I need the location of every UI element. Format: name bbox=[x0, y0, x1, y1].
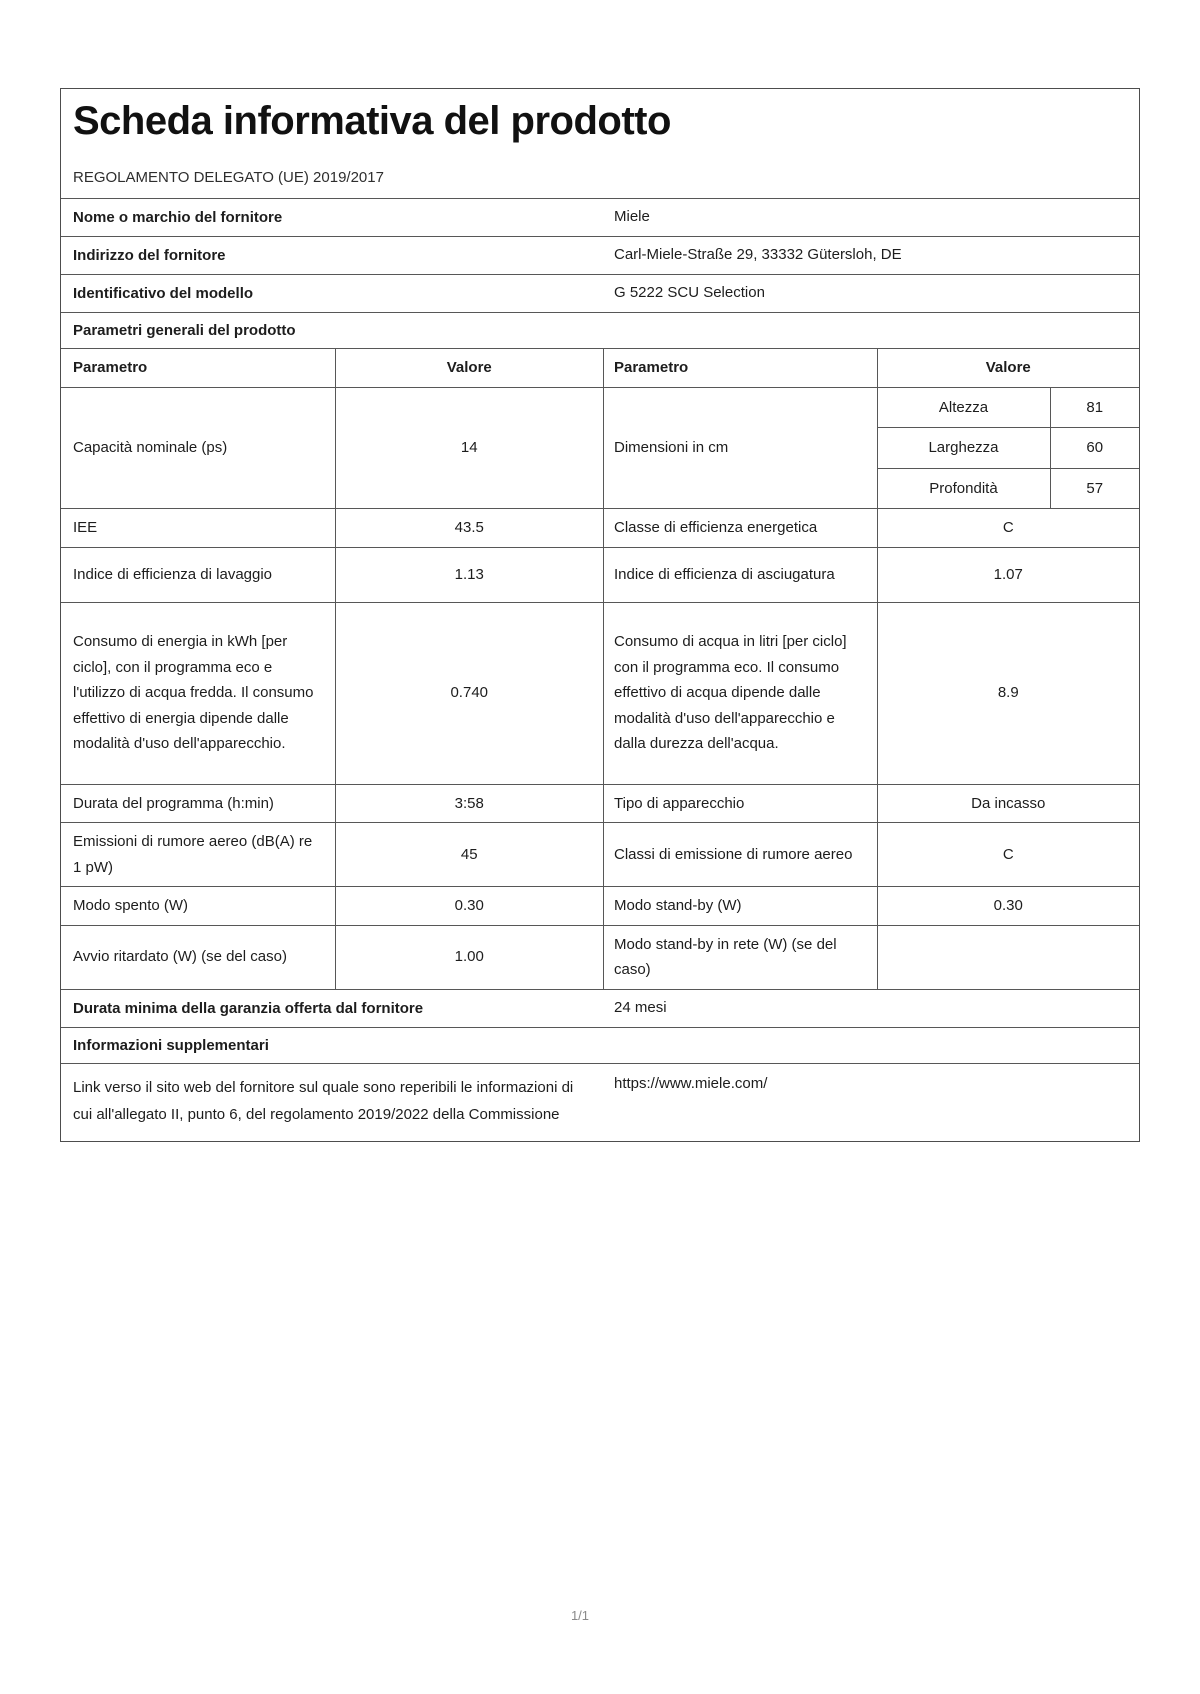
delayed-start-value: 1.00 bbox=[335, 926, 604, 989]
program-duration-value: 3:58 bbox=[335, 785, 604, 823]
drying-index-value: 1.07 bbox=[877, 548, 1140, 602]
noise-emission-value: 45 bbox=[335, 823, 604, 886]
warranty-value: 24 mesi bbox=[614, 998, 667, 1016]
supplier-website-row bbox=[61, 1063, 1139, 1142]
washing-index-label: Indice di efficienza di lavaggio bbox=[73, 565, 273, 583]
standby-mode-value: 0.30 bbox=[877, 887, 1140, 925]
header-value-right: Valore bbox=[877, 349, 1140, 387]
appliance-type-value: Da incasso bbox=[877, 785, 1140, 823]
appliance-type-label: Tipo di apparecchio bbox=[603, 785, 877, 823]
supplier-website-cell bbox=[604, 1064, 1139, 1100]
document-header bbox=[61, 89, 1139, 198]
table-row-power-modes bbox=[61, 886, 1139, 925]
supplier-address-value: Carl-Miele-Straße 29, 33332 Gütersloh, DE bbox=[614, 246, 902, 263]
table-row-delayed-start bbox=[61, 925, 1139, 989]
capacity-value: 14 bbox=[335, 388, 604, 509]
page-title: Scheda informativa del prodotto bbox=[73, 99, 671, 143]
program-duration-label: Durata del programma (h:min) bbox=[73, 794, 274, 812]
header-value-left: Valore bbox=[335, 349, 604, 387]
washing-index-value: 1.13 bbox=[335, 548, 604, 602]
delayed-start-label: Avvio ritardato (W) (se del caso) bbox=[73, 948, 287, 966]
general-parameters-section-title: Parametri generali del prodotto bbox=[61, 312, 1139, 348]
iee-label: IEE bbox=[73, 519, 98, 536]
off-mode-value: 0.30 bbox=[335, 887, 604, 925]
capacity-label: Capacità nominale (ps) bbox=[73, 439, 228, 456]
page-number: 1/1 bbox=[570, 1608, 590, 1623]
supplier-name-row bbox=[61, 198, 1139, 236]
dimension-row-depth bbox=[878, 468, 1139, 509]
depth-value: 57 bbox=[1050, 469, 1139, 509]
additional-info-section-title: Informazioni supplementari bbox=[61, 1027, 1139, 1063]
energy-class-label: Classe di efficienza energetica bbox=[603, 509, 877, 547]
supplier-website-label: Link verso il sito web del fornitore sul quale sono reperibili le informazioni di cui all'allegato II, punto 6, del regolamento 2019/2022 della Commissione bbox=[73, 1078, 574, 1124]
table-row-duration-type bbox=[61, 784, 1139, 823]
table-row-efficiency-indexes bbox=[61, 547, 1139, 602]
energy-consumption-value: 0.740 bbox=[335, 603, 604, 784]
supplier-website-link[interactable]: https://www.miele.com/ bbox=[614, 1074, 768, 1092]
off-mode-label: Modo spento (W) bbox=[73, 897, 189, 914]
networked-standby-label: Modo stand-by in rete (W) (se del caso) bbox=[603, 926, 877, 989]
regulation-reference: REGOLAMENTO DELEGATO (UE) 2019/2017 bbox=[73, 169, 384, 186]
water-consumption-value: 8.9 bbox=[877, 603, 1140, 784]
table-row-capacity-dimensions bbox=[61, 387, 1139, 509]
supplier-address-row bbox=[61, 236, 1139, 274]
dimensions-label: Dimensioni in cm bbox=[603, 388, 877, 509]
iee-value: 43.5 bbox=[335, 509, 604, 547]
model-identifier-label: Identificativo del modello bbox=[73, 285, 254, 302]
header-param-right: Parametro bbox=[603, 349, 877, 387]
supplier-name-value: Miele bbox=[614, 208, 650, 225]
dimensions-subtable bbox=[877, 388, 1139, 509]
energy-consumption-label: Consumo di energia in kWh [per ciclo], con il programma eco e l'utilizzo di acqua fredda. Il consumo effettivo di energia dipende dalle modalità d'uso dell'apparecchio. bbox=[73, 633, 314, 753]
header-param-left: Parametro bbox=[73, 359, 148, 376]
noise-class-value: C bbox=[877, 823, 1140, 886]
width-value: 60 bbox=[1050, 428, 1139, 468]
width-label: Larghezza bbox=[928, 439, 999, 456]
depth-label: Profondità bbox=[929, 479, 998, 497]
standby-mode-label: Modo stand-by (W) bbox=[603, 887, 877, 925]
warranty-row bbox=[61, 989, 1139, 1027]
water-consumption-label: Consumo di acqua in litri [per ciclo] con il programma eco. Il consumo effettivo di acqua dipende dalle modalità d'uso dell'apparecchio e dalla durezza dell'acqua. bbox=[603, 603, 877, 784]
noise-emission-label: Emissioni di rumore aereo (dB(A) re 1 pW) bbox=[73, 833, 313, 876]
dimension-row-height bbox=[878, 388, 1139, 428]
drying-index-label: Indice di efficienza di asciugatura bbox=[603, 548, 877, 602]
parameters-table-header bbox=[61, 348, 1139, 387]
supplier-name-label: Nome o marchio del fornitore bbox=[73, 209, 283, 226]
energy-class-value: C bbox=[877, 509, 1140, 547]
warranty-label: Durata minima della garanzia offerta dal fornitore bbox=[73, 999, 424, 1017]
noise-class-label: Classi di emissione di rumore aereo bbox=[603, 823, 877, 886]
height-label: Altezza bbox=[938, 398, 989, 416]
table-row-iee-energyclass bbox=[61, 508, 1139, 547]
networked-standby-value bbox=[877, 926, 1140, 989]
height-value: 81 bbox=[1050, 388, 1139, 428]
model-identifier-value: G 5222 SCU Selection bbox=[614, 284, 765, 301]
table-row-consumption bbox=[61, 602, 1139, 784]
dimension-row-width bbox=[878, 427, 1139, 468]
product-fiche bbox=[60, 88, 1140, 1142]
supplier-address-label: Indirizzo del fornitore bbox=[73, 247, 226, 264]
table-row-noise bbox=[61, 822, 1139, 886]
model-identifier-row bbox=[61, 274, 1139, 312]
parameters-table bbox=[61, 348, 1139, 989]
